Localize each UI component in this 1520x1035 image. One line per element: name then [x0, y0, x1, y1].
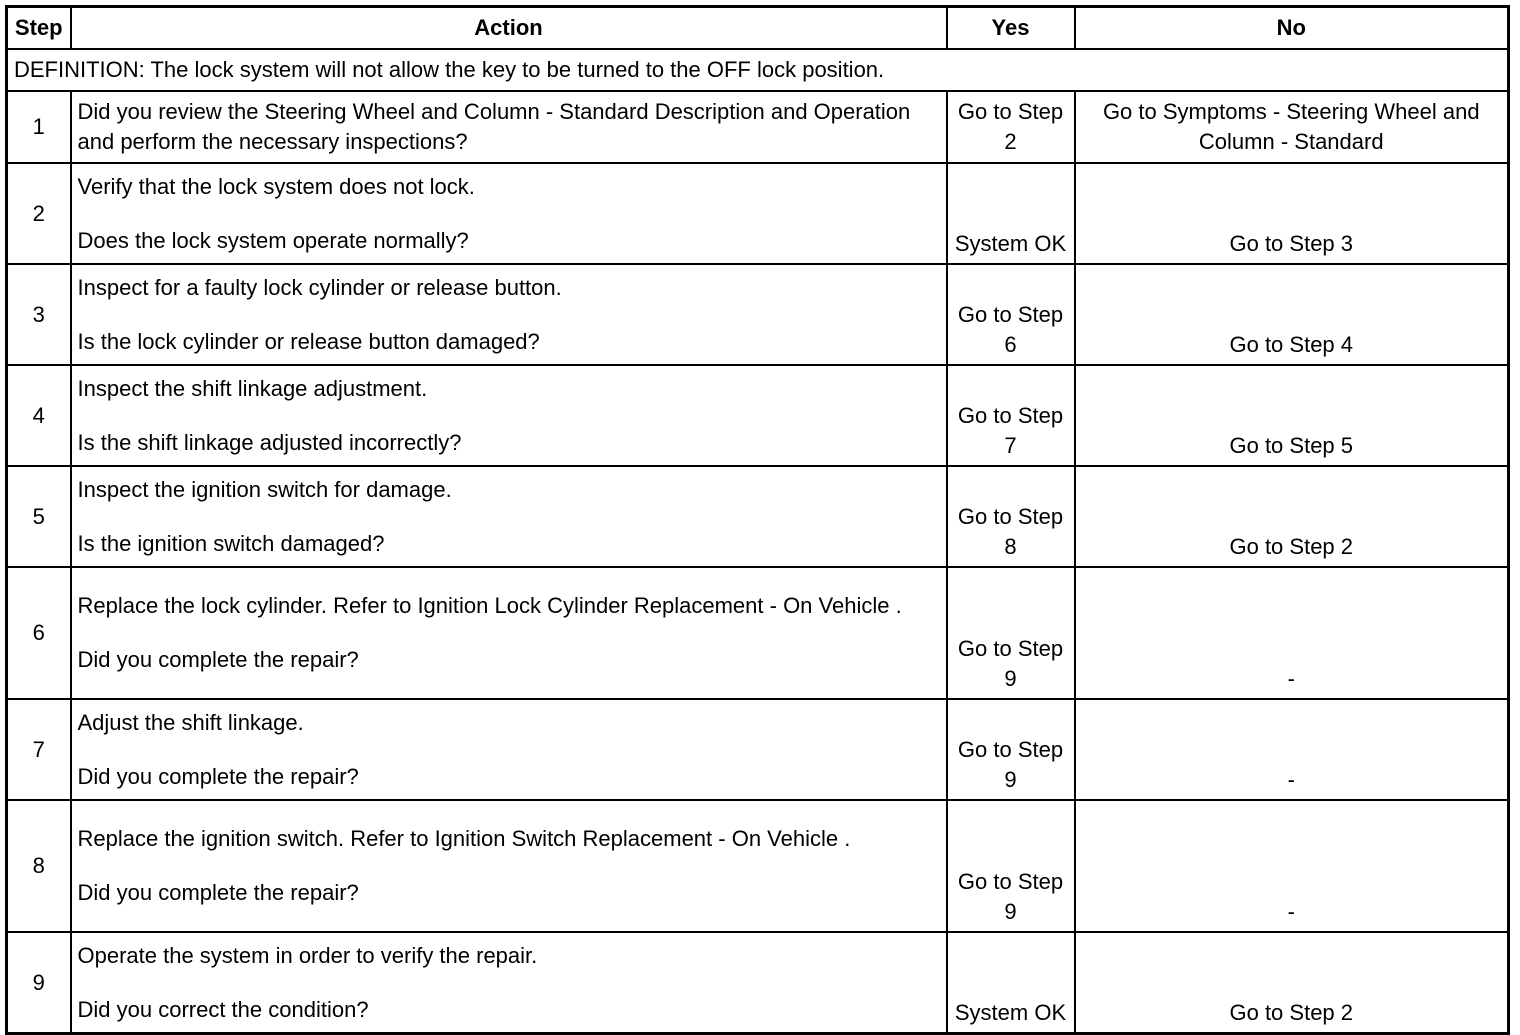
- no-cell: Go to Symptoms - Steering Wheel and Column - Standard: [1075, 91, 1509, 163]
- diagnostic-table: [5, 5, 1510, 1035]
- yes-cell: Go to Step 9: [947, 699, 1075, 800]
- yes-cell: Go to Step 9: [947, 567, 1075, 699]
- yes-cell: Go to Step 7: [947, 365, 1075, 466]
- step-number: 8: [7, 800, 71, 932]
- question-text: Is the ignition switch damaged?: [77, 530, 385, 556]
- action-cell: [71, 163, 947, 264]
- table-row: [7, 699, 1509, 800]
- question-text: Is the lock cylinder or release button damaged?: [77, 328, 540, 354]
- table-row: [7, 466, 1509, 567]
- step-number: 4: [7, 365, 71, 466]
- step-header: Step: [7, 7, 71, 50]
- action-text: Replace the ignition switch. Refer to Ignition Switch Replacement - On Vehicle .: [77, 826, 851, 851]
- yes-cell: Go to Step 2: [947, 91, 1075, 163]
- question-text: Did you correct the condition?: [77, 996, 369, 1022]
- no-cell: Go to Step 4: [1075, 264, 1509, 365]
- yes-cell: Go to Step 8: [947, 466, 1075, 567]
- step-number: 7: [7, 699, 71, 800]
- action-cell: [71, 800, 947, 932]
- no-cell: -: [1075, 567, 1509, 699]
- table-row: [7, 91, 1509, 163]
- action-cell: [71, 567, 947, 699]
- table-row: [7, 365, 1509, 466]
- definition-text: DEFINITION: The lock system will not allow the key to be turned to the OFF lock position.: [7, 49, 1509, 91]
- step-number: 6: [7, 567, 71, 699]
- step-number: 1: [7, 91, 71, 163]
- action-text: Operate the system in order to verify the repair.: [77, 942, 538, 968]
- no-cell: Go to Step 5: [1075, 365, 1509, 466]
- no-header: No: [1075, 7, 1509, 50]
- no-cell: Go to Step 2: [1075, 466, 1509, 567]
- action-text: Verify that the lock system does not lock.: [77, 173, 475, 199]
- yes-header: Yes: [947, 7, 1075, 50]
- step-number: 3: [7, 264, 71, 365]
- yes-cell: System OK: [947, 932, 1075, 1034]
- action-text: Replace the lock cylinder. Refer to Ignition Lock Cylinder Replacement - On Vehicle .: [77, 593, 902, 618]
- action-cell: [71, 91, 947, 163]
- action-text: Inspect for a faulty lock cylinder or release button.: [77, 274, 562, 300]
- action-text: Inspect the ignition switch for damage.: [77, 476, 452, 502]
- yes-cell: Go to Step 6: [947, 264, 1075, 365]
- table-row: [7, 932, 1509, 1034]
- step-number: 9: [7, 932, 71, 1034]
- table-row: [7, 264, 1509, 365]
- action-cell: [71, 932, 947, 1034]
- no-cell: Go to Step 2: [1075, 932, 1509, 1034]
- no-cell: -: [1075, 800, 1509, 932]
- action-cell: [71, 699, 947, 800]
- question-text: Did you complete the repair?: [77, 880, 359, 905]
- action-text: Adjust the shift linkage.: [77, 709, 304, 735]
- question-text: Does the lock system operate normally?: [77, 227, 469, 253]
- action-header: Action: [71, 7, 947, 50]
- step-number: 5: [7, 466, 71, 567]
- no-cell: Go to Step 3: [1075, 163, 1509, 264]
- table-row: [7, 800, 1509, 932]
- definition-row: [7, 49, 1509, 91]
- step-number: 2: [7, 163, 71, 264]
- table-row: [7, 567, 1509, 699]
- question-text: Is the shift linkage adjusted incorrectly?: [77, 429, 462, 455]
- header-row: [7, 7, 1509, 50]
- action-text: Did you review the Steering Wheel and Column - Standard Description and Operation and perform the necessary inspections?: [77, 99, 911, 154]
- table-row: [7, 163, 1509, 264]
- question-text: Did you complete the repair?: [77, 763, 359, 789]
- yes-cell: System OK: [947, 163, 1075, 264]
- no-cell: -: [1075, 699, 1509, 800]
- question-text: Did you complete the repair?: [77, 647, 359, 672]
- action-cell: [71, 264, 947, 365]
- yes-cell: Go to Step 9: [947, 800, 1075, 932]
- action-text: Inspect the shift linkage adjustment.: [77, 375, 428, 401]
- action-cell: [71, 365, 947, 466]
- action-cell: [71, 466, 947, 567]
